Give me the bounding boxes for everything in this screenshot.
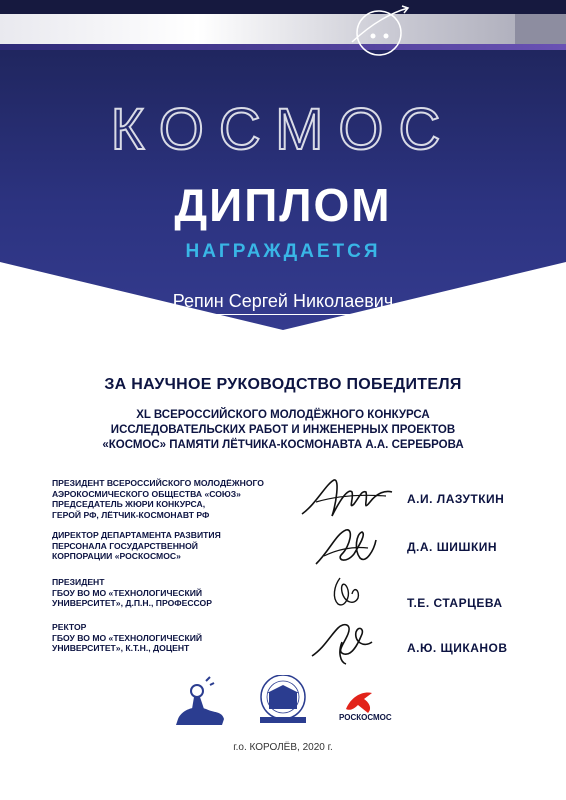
signatory-title xyxy=(52,478,292,520)
signatory-line: ПРЕДСЕДАТЕЛЬ ЖЮРИ КОНКУРСА, xyxy=(52,499,206,509)
signatory-name: Т.Е. СТАРЦЕВА xyxy=(407,596,503,610)
signatory-line: ПЕРСОНАЛА ГОСУДАРСТВЕННОЙ xyxy=(52,540,198,551)
partner-logos xyxy=(0,675,566,735)
diploma-title: ДИПЛОМ xyxy=(174,179,392,231)
footer-place-date: г.о. КОРОЛЁВ, 2020 г. xyxy=(233,742,333,753)
contest-line: «КОСМОС» ПАМЯТИ ЛЁТЧИКА-КОСМОНАВТА А.А. СЕРЕБРОВА xyxy=(102,439,464,451)
recipient-name-text: Репин Сергей Николаевич xyxy=(171,291,396,315)
contest-line: XL ВСЕРОССИЙСКОГО МОЛОДЁЖНОГО КОНКУРСА xyxy=(136,409,430,421)
signature-shchikanov xyxy=(296,612,406,668)
technological-university-logo xyxy=(260,675,306,723)
signatory-line: РЕКТОР xyxy=(52,622,87,632)
signatory-line: КОРПОРАЦИИ «РОСКОСМОС» xyxy=(52,551,181,561)
recipient-name xyxy=(0,291,566,315)
contest-description xyxy=(60,408,506,453)
contest-line: ИССЛЕДОВАТЕЛЬСКИХ РАБОТ И ИНЖЕНЕРНЫХ ПРОЕКТОВ xyxy=(110,424,456,436)
signatory-line: ДИРЕКТОР ДЕПАРТАМЕНТА РАЗВИТИЯ xyxy=(52,530,221,540)
signatory-line: ГЕРОЙ РФ, ЛЁТЧИК-КОСМОНАВТ РФ xyxy=(52,509,210,520)
signatory-name: Д.А. ШИШКИН xyxy=(407,540,498,554)
roscosmos-label: РОСКОСМОС xyxy=(339,713,392,722)
signatory-line: ГБОУ ВО МО «ТЕХНОЛОГИЧЕСКИЙ xyxy=(52,587,203,598)
awarded-subtitle: НАГРАЖДАЕТСЯ xyxy=(185,241,381,262)
soyuz-society-logo xyxy=(176,677,224,725)
signatory-line: ПРЕЗИДЕНТ ВСЕРОССИЙСКОГО МОЛОДЁЖНОГО xyxy=(52,478,264,488)
signatory-title xyxy=(52,577,292,609)
signatory-name: А.И. ЛАЗУТКИН xyxy=(407,492,505,506)
signatory-line: УНИВЕРСИТЕТ», К.Т.Н., ДОЦЕНТ xyxy=(52,643,190,653)
signatory-line: АЭРОКОСМИЧЕСКОГО ОБЩЕСТВА «СОЮЗ» xyxy=(52,488,241,499)
roscosmos-emblem-icon xyxy=(346,693,372,713)
signatory-title xyxy=(52,530,292,562)
signatory-name: А.Ю. ЩИКАНОВ xyxy=(407,641,508,655)
signatory-title xyxy=(52,622,292,654)
award-reason: ЗА НАУЧНОЕ РУКОВОДСТВО ПОБЕДИТЕЛЯ xyxy=(104,376,462,393)
signatory-line: ГБОУ ВО МО «ТЕХНОЛОГИЧЕСКИЙ xyxy=(52,632,203,643)
signature-shishkin xyxy=(296,520,406,572)
signatory-line: УНИВЕРСИТЕТ», Д.П.Н., ПРОФЕССОР xyxy=(52,598,212,608)
signature-lazutkin xyxy=(296,474,406,526)
signatory-line: ПРЕЗИДЕНТ xyxy=(52,577,105,587)
header-band xyxy=(0,0,566,330)
kosmos-logo-text: КОСМОС xyxy=(110,97,456,162)
planet-emblem-icon xyxy=(0,0,566,70)
signature-startseva xyxy=(296,568,406,616)
